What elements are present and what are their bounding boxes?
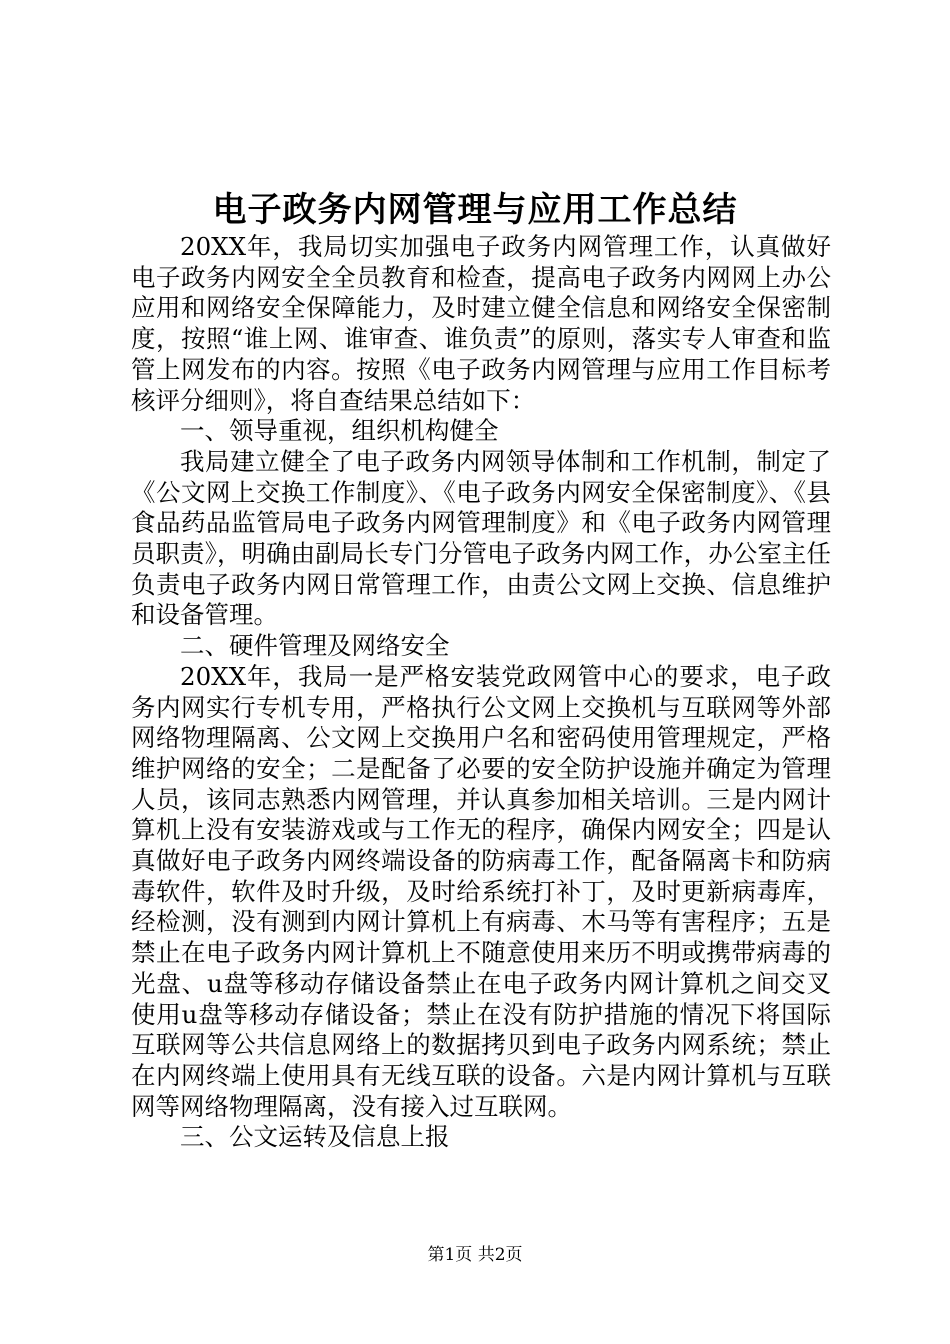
section-heading-1: 一、领导重视，组织机构健全 [180, 416, 499, 446]
document-body [131, 232, 831, 1153]
paragraph-section-1: 我局建立健全了电子政务内网领导体制和工作机制，制定了《公文网上交换工作制度》、《电子政务内网安全保密制度》、《县食品药品监管局电子政务内网管理制度》和《电子政务内网管理员职责》，明确由副局长专门分管电子政务内网工作，办公室主任负责电子政务内网日常管理工作，由责公文网上交换、信息维护和设备管理。 [131, 446, 831, 630]
section-heading-3: 三、公文运转及信息上报 [180, 1122, 450, 1152]
paragraph-intro: 20XX年，我局切实加强电子政务内网管理工作，认真做好电子政务内网安全全员教育和检查，提高电子政务内网网上办公应用和网络安全保障能力，及时建立健全信息和网络安全保密制度，按照“谁上网、谁审查、谁负责”的原则，落实专人审查和监管上网发布的内容。按照《电子政务内网管理与应用工作目标考核评分细则》，将自查结果总结如下： [131, 232, 831, 415]
section-heading-2: 二、硬件管理及网络安全 [180, 631, 450, 661]
paragraph-section-2: 20XX年，我局一是严格安装党政网管中心的要求，电子政务内网实行专机专用，严格执行公文网上交换机与互联网等外部网络物理隔离、公文网上交换用户名和密码使用管理规定，严格维护网络的安全；二是配备了必要的安全防护设施并确定为管理人员，该同志熟悉内网管理，并认真参加相关培训。三是内网计算机上没有安装游戏或与工作无的程序，确保内网安全；四是认真做好电子政务内网终端设备的防病毒工作，配备隔离卡和防病毒软件，软件及时升级，及时给系统打补丁，及时更新病毒库，经检测，没有测到内网计算机上有病毒、木马等有害程序；五是禁止在电子政务内网计算机上不随意使用来历不明或携带病毒的光盘、u盘等移动存储设备禁止在电子政务内网计算机之间交叉使用u盘等移动存储设备；禁止在没有防护措施的情况下将国际互联网等公共信息网络上的数据拷贝到电子政务内网系统；禁止在内网终端上使用具有无线互联的设备。六是内网计算机与互联网等网络物理隔离，没有接入过互联网。 [131, 661, 831, 1121]
document-title: 电子政务内网管理与应用工作总结 [212, 190, 738, 230]
page-footer: 第1页 共2页 [427, 1245, 523, 1265]
